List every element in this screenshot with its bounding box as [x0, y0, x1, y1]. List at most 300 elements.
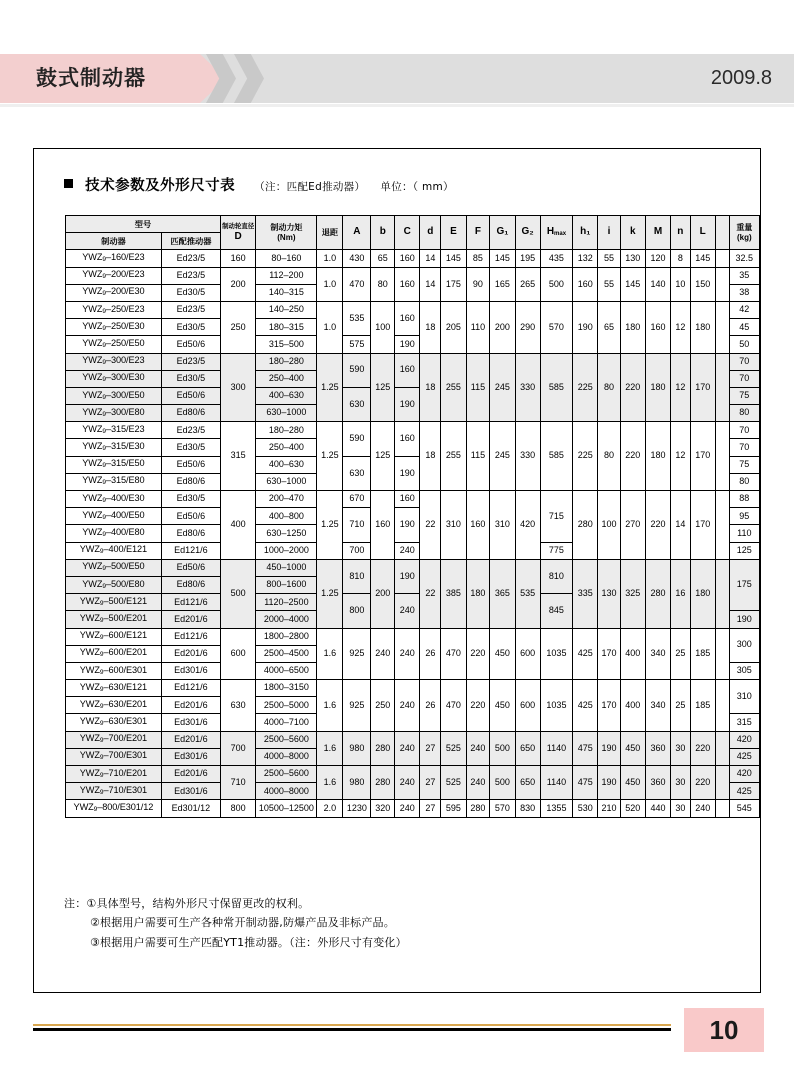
- cell-spacer: [715, 301, 729, 353]
- cell-G2: 830: [515, 800, 540, 817]
- cell-G2: 650: [515, 766, 540, 800]
- cell-model-motor: Ed301/6: [161, 662, 220, 679]
- cell-C: 190: [395, 508, 420, 542]
- col-header-A: A: [343, 216, 371, 250]
- cell-torque: 10500–12500: [256, 800, 317, 817]
- footnote-line-3: [64, 933, 407, 952]
- cell-A: 430: [343, 250, 371, 267]
- cell-torque: 1800–3150: [256, 680, 317, 697]
- col-header-b: b: [371, 216, 395, 250]
- cell-L: 170: [690, 422, 715, 491]
- cell-b: 250: [371, 680, 395, 732]
- cell-G1: 310: [490, 491, 515, 560]
- cell-wheel-diameter: 200: [221, 267, 256, 301]
- cell-F: 115: [466, 353, 490, 422]
- cell-Hmax: 585: [540, 422, 572, 491]
- table-row: [66, 559, 760, 576]
- cell-backlash: 1.25: [317, 353, 343, 422]
- cell-M: 360: [645, 731, 670, 765]
- cell-L: 220: [690, 766, 715, 800]
- cell-k: 220: [620, 353, 645, 422]
- cell-torque: 630–1250: [256, 525, 317, 542]
- section-note-text: （注：匹配Ed推动器）: [254, 181, 366, 193]
- cell-weight: 70: [729, 439, 759, 456]
- cell-G1: 450: [490, 680, 515, 732]
- cell-torque: 180–280: [256, 422, 317, 439]
- cell-E: 470: [441, 680, 466, 732]
- page-title: 鼓式制动器: [36, 66, 146, 90]
- cell-model-motor: Ed121/6: [161, 542, 220, 559]
- table-row: [66, 250, 760, 267]
- cell-Hmax: 845: [540, 594, 572, 628]
- cell-M: 120: [645, 250, 670, 267]
- cell-M: 220: [645, 491, 670, 560]
- cell-model-motor: Ed50/6: [161, 336, 220, 353]
- cell-model-brake: YWZ9–400/E80: [66, 525, 162, 542]
- cell-wheel-diameter: 300: [221, 353, 256, 422]
- cell-A: 670: [343, 491, 371, 508]
- cell-model-motor: Ed30/5: [161, 491, 220, 508]
- cell-n: 12: [671, 301, 690, 353]
- cell-k: 400: [620, 628, 645, 680]
- cell-G1: 365: [490, 559, 515, 628]
- cell-d: 27: [420, 731, 441, 765]
- cell-A: 470: [343, 267, 371, 301]
- cell-model-motor: Ed80/6: [161, 576, 220, 593]
- table-row: [66, 353, 760, 370]
- cell-k: 400: [620, 680, 645, 732]
- cell-torque: 2500–5000: [256, 697, 317, 714]
- col-header-spacer: [715, 216, 729, 250]
- cell-weight: 300: [729, 628, 759, 662]
- cell-C: 240: [395, 800, 420, 817]
- cell-torque: 1800–2800: [256, 628, 317, 645]
- col-header-h1: h₁: [573, 216, 598, 250]
- cell-model-brake: YWZ9–400/E50: [66, 508, 162, 525]
- cell-spacer: [715, 731, 729, 765]
- cell-spacer: [715, 267, 729, 301]
- section-title-text: 技术参数及外形尺寸表: [85, 178, 236, 194]
- cell-torque: 400–630: [256, 456, 317, 473]
- cell-weight: 80: [729, 473, 759, 490]
- cell-A: 590: [343, 353, 371, 387]
- cell-A: 810: [343, 559, 371, 593]
- cell-model-brake: YWZ9–315/E80: [66, 473, 162, 490]
- cell-model-brake: YWZ9–315/E50: [66, 456, 162, 473]
- table-row: [66, 267, 760, 284]
- cell-torque: 800–1600: [256, 576, 317, 593]
- cell-d: 26: [420, 680, 441, 732]
- cell-torque: 200–470: [256, 491, 317, 508]
- cell-model-brake: YWZ9–630/E121: [66, 680, 162, 697]
- col-header-F: F: [466, 216, 490, 250]
- cell-k: 130: [620, 250, 645, 267]
- cell-n: 25: [671, 680, 690, 732]
- cell-backlash: 1.25: [317, 559, 343, 628]
- cell-model-motor: Ed23/5: [161, 267, 220, 284]
- cell-wheel-diameter: 630: [221, 680, 256, 732]
- cell-spacer: [715, 680, 729, 732]
- cell-G1: 450: [490, 628, 515, 680]
- cell-model-brake: YWZ9–500/E50: [66, 559, 162, 576]
- cell-model-motor: Ed23/5: [161, 250, 220, 267]
- cell-k: 220: [620, 422, 645, 491]
- cell-Hmax: 1140: [540, 766, 572, 800]
- cell-model-brake: YWZ9–600/E301: [66, 662, 162, 679]
- cell-d: 27: [420, 766, 441, 800]
- cell-model-brake: YWZ9–500/E201: [66, 611, 162, 628]
- cell-torque: 400–800: [256, 508, 317, 525]
- cell-i: 80: [598, 422, 620, 491]
- cell-weight: 95: [729, 508, 759, 525]
- spec-table-wrapper: [65, 215, 760, 818]
- col-header-backlash: 退距: [317, 216, 343, 250]
- col-header-d: d: [420, 216, 441, 250]
- cell-F: 240: [466, 731, 490, 765]
- cell-model-motor: Ed23/5: [161, 422, 220, 439]
- cell-Hmax: 1140: [540, 731, 572, 765]
- cell-G1: 570: [490, 800, 515, 817]
- cell-model-motor: Ed50/6: [161, 559, 220, 576]
- cell-C: 190: [395, 387, 420, 421]
- cell-F: 85: [466, 250, 490, 267]
- page-header-banner: [0, 54, 794, 103]
- cell-torque: 180–280: [256, 353, 317, 370]
- cell-d: 18: [420, 353, 441, 422]
- cell-i: 210: [598, 800, 620, 817]
- cell-model-motor: Ed201/6: [161, 697, 220, 714]
- cell-h1: 190: [573, 301, 598, 353]
- cell-E: 470: [441, 628, 466, 680]
- cell-spacer: [715, 422, 729, 491]
- cell-weight: 420: [729, 766, 759, 783]
- cell-h1: 475: [573, 766, 598, 800]
- cell-model-brake: YWZ9–630/E301: [66, 714, 162, 731]
- cell-torque: 4000–7100: [256, 714, 317, 731]
- cell-Hmax: 435: [540, 250, 572, 267]
- header-divider: [0, 104, 794, 107]
- col-header-model-brake: 制动器: [66, 233, 162, 250]
- cell-n: 16: [671, 559, 690, 628]
- cell-C: 160: [395, 491, 420, 508]
- cell-model-brake: YWZ9–300/E30: [66, 370, 162, 387]
- cell-model-brake: YWZ9–630/E201: [66, 697, 162, 714]
- cell-E: 525: [441, 766, 466, 800]
- cell-Hmax: 1355: [540, 800, 572, 817]
- cell-h1: 475: [573, 731, 598, 765]
- cell-G2: 330: [515, 422, 540, 491]
- cell-backlash: 1.6: [317, 628, 343, 680]
- cell-model-brake: YWZ9–200/E30: [66, 284, 162, 301]
- cell-weight: 35: [729, 267, 759, 284]
- cell-model-motor: Ed23/5: [161, 301, 220, 318]
- cell-torque: 630–1000: [256, 405, 317, 422]
- footer-black-rule: [33, 1028, 671, 1031]
- cell-n: 25: [671, 628, 690, 680]
- cell-A: 630: [343, 387, 371, 421]
- cell-torque: 250–400: [256, 439, 317, 456]
- cell-wheel-diameter: 500: [221, 559, 256, 628]
- cell-L: 145: [690, 250, 715, 267]
- cell-model-brake: YWZ9–500/E80: [66, 576, 162, 593]
- cell-wheel-diameter: 400: [221, 491, 256, 560]
- cell-model-brake: YWZ9–700/E201: [66, 731, 162, 748]
- cell-Hmax: 1035: [540, 680, 572, 732]
- cell-weight: 190: [729, 611, 759, 628]
- cell-b: 240: [371, 628, 395, 680]
- cell-model-motor: Ed301/12: [161, 800, 220, 817]
- cell-backlash: 1.0: [317, 301, 343, 353]
- cell-A: 630: [343, 456, 371, 490]
- col-header-weight: 重量 (kg): [729, 216, 759, 250]
- cell-G2: 195: [515, 250, 540, 267]
- cell-weight: 110: [729, 525, 759, 542]
- cell-model-brake: YWZ9–160/E23: [66, 250, 162, 267]
- table-row: [66, 491, 760, 508]
- cell-model-motor: Ed301/6: [161, 714, 220, 731]
- cell-torque: 315–500: [256, 336, 317, 353]
- cell-d: 26: [420, 628, 441, 680]
- cell-i: 190: [598, 766, 620, 800]
- cell-A: 710: [343, 508, 371, 542]
- cell-weight: 70: [729, 370, 759, 387]
- cell-A: 925: [343, 680, 371, 732]
- spec-table-body: [66, 250, 760, 817]
- cell-model-brake: YWZ9–250/E30: [66, 319, 162, 336]
- cell-model-motor: Ed80/6: [161, 473, 220, 490]
- cell-model-brake: YWZ9–200/E23: [66, 267, 162, 284]
- cell-G2: 330: [515, 353, 540, 422]
- cell-h1: 225: [573, 353, 598, 422]
- cell-M: 340: [645, 680, 670, 732]
- cell-A: 800: [343, 594, 371, 628]
- cell-E: 595: [441, 800, 466, 817]
- footnote-item-1: ①具体型号，结构外形尺寸保留更改的权利。: [86, 897, 310, 910]
- cell-weight: 125: [729, 542, 759, 559]
- cell-G2: 420: [515, 491, 540, 560]
- cell-Hmax: 585: [540, 353, 572, 422]
- cell-model-motor: Ed30/5: [161, 319, 220, 336]
- cell-spacer: [715, 250, 729, 267]
- cell-d: 22: [420, 559, 441, 628]
- cell-h1: 530: [573, 800, 598, 817]
- cell-n: 30: [671, 731, 690, 765]
- cell-b: 160: [371, 491, 395, 560]
- cell-F: 160: [466, 491, 490, 560]
- cell-wheel-diameter: 160: [221, 250, 256, 267]
- cell-model-motor: Ed201/6: [161, 731, 220, 748]
- cell-torque: 180–315: [256, 319, 317, 336]
- cell-G1: 245: [490, 422, 515, 491]
- cell-k: 450: [620, 731, 645, 765]
- cell-h1: 335: [573, 559, 598, 628]
- cell-i: 170: [598, 628, 620, 680]
- cell-C: 240: [395, 628, 420, 680]
- cell-torque: 1120–2500: [256, 594, 317, 611]
- cell-model-motor: Ed201/6: [161, 766, 220, 783]
- cell-E: 205: [441, 301, 466, 353]
- cell-model-motor: Ed50/6: [161, 456, 220, 473]
- col-header-C: C: [395, 216, 420, 250]
- cell-torque: 250–400: [256, 370, 317, 387]
- cell-model-motor: Ed50/6: [161, 387, 220, 404]
- footnote-line-2: [64, 913, 407, 932]
- spec-table: [65, 215, 760, 818]
- cell-backlash: 1.25: [317, 422, 343, 491]
- cell-torque: 630–1000: [256, 473, 317, 490]
- cell-C: 160: [395, 422, 420, 456]
- cell-weight: 420: [729, 731, 759, 748]
- cell-b: 65: [371, 250, 395, 267]
- cell-L: 240: [690, 800, 715, 817]
- cell-G1: 500: [490, 731, 515, 765]
- cell-F: 90: [466, 267, 490, 301]
- cell-G1: 200: [490, 301, 515, 353]
- cell-Hmax: 715: [540, 491, 572, 543]
- cell-model-brake: YWZ9–400/E121: [66, 542, 162, 559]
- cell-L: 170: [690, 353, 715, 422]
- cell-torque: 2500–5600: [256, 766, 317, 783]
- col-header-M: M: [645, 216, 670, 250]
- cell-k: 180: [620, 301, 645, 353]
- cell-h1: 425: [573, 680, 598, 732]
- cell-weight: 88: [729, 491, 759, 508]
- cell-d: 18: [420, 301, 441, 353]
- cell-d: 14: [420, 250, 441, 267]
- cell-G2: 265: [515, 267, 540, 301]
- cell-M: 280: [645, 559, 670, 628]
- cell-weight: 50: [729, 336, 759, 353]
- cell-C: 190: [395, 456, 420, 490]
- cell-torque: 4000–8000: [256, 783, 317, 800]
- cell-b: 100: [371, 301, 395, 353]
- cell-G1: 500: [490, 766, 515, 800]
- cell-model-motor: Ed301/6: [161, 748, 220, 765]
- cell-b: 280: [371, 766, 395, 800]
- cell-F: 240: [466, 766, 490, 800]
- footnotes: [64, 894, 407, 952]
- cell-model-brake: YWZ9–600/E121: [66, 628, 162, 645]
- cell-torque: 1000–2000: [256, 542, 317, 559]
- cell-L: 180: [690, 559, 715, 628]
- cell-torque: 140–315: [256, 284, 317, 301]
- cell-b: 320: [371, 800, 395, 817]
- cell-k: 325: [620, 559, 645, 628]
- cell-F: 115: [466, 422, 490, 491]
- cell-E: 255: [441, 422, 466, 491]
- cell-model-motor: Ed80/6: [161, 405, 220, 422]
- cell-E: 255: [441, 353, 466, 422]
- col-header-Hmax: Hmax: [540, 216, 572, 250]
- cell-F: 220: [466, 628, 490, 680]
- cell-E: 525: [441, 731, 466, 765]
- filled-square-bullet-icon: [64, 179, 73, 188]
- cell-model-motor: Ed201/6: [161, 645, 220, 662]
- cell-M: 140: [645, 267, 670, 301]
- cell-torque: 140–250: [256, 301, 317, 318]
- col-header-n: n: [671, 216, 690, 250]
- cell-i: 130: [598, 559, 620, 628]
- cell-weight: 425: [729, 783, 759, 800]
- cell-n: 12: [671, 353, 690, 422]
- cell-L: 185: [690, 680, 715, 732]
- cell-model-brake: YWZ9–315/E30: [66, 439, 162, 456]
- cell-n: 12: [671, 422, 690, 491]
- cell-wheel-diameter: 800: [221, 800, 256, 817]
- cell-model-brake: YWZ9–250/E50: [66, 336, 162, 353]
- cell-model-motor: Ed50/6: [161, 508, 220, 525]
- cell-E: 145: [441, 250, 466, 267]
- cell-E: 385: [441, 559, 466, 628]
- cell-spacer: [715, 800, 729, 817]
- col-header-E: E: [441, 216, 466, 250]
- table-row: [66, 731, 760, 748]
- cell-weight: 310: [729, 680, 759, 714]
- footnote-item-2: ②根据用户需要可生产各种常开制动器,防爆产品及非标产品。: [90, 916, 395, 930]
- cell-model-motor: Ed80/6: [161, 525, 220, 542]
- cell-backlash: 2.0: [317, 800, 343, 817]
- cell-b: 80: [371, 267, 395, 301]
- cell-model-brake: YWZ9–250/E23: [66, 301, 162, 318]
- cell-G1: 245: [490, 353, 515, 422]
- cell-G2: 290: [515, 301, 540, 353]
- cell-L: 220: [690, 731, 715, 765]
- cell-M: 340: [645, 628, 670, 680]
- cell-backlash: 1.0: [317, 267, 343, 301]
- col-header-k: k: [620, 216, 645, 250]
- cell-G2: 600: [515, 680, 540, 732]
- cell-i: 190: [598, 731, 620, 765]
- cell-Hmax: 810: [540, 559, 572, 593]
- cell-i: 65: [598, 301, 620, 353]
- col-header-G1: G₁: [490, 216, 515, 250]
- cell-G2: 600: [515, 628, 540, 680]
- cell-model-brake: YWZ9–400/E30: [66, 491, 162, 508]
- cell-spacer: [715, 766, 729, 800]
- cell-wheel-diameter: 250: [221, 301, 256, 353]
- cell-A: 535: [343, 301, 371, 335]
- cell-C: 240: [395, 731, 420, 765]
- cell-i: 170: [598, 680, 620, 732]
- cell-b: 200: [371, 559, 395, 628]
- cell-M: 160: [645, 301, 670, 353]
- cell-G1: 145: [490, 250, 515, 267]
- cell-M: 440: [645, 800, 670, 817]
- cell-M: 180: [645, 422, 670, 491]
- cell-Hmax: 570: [540, 301, 572, 353]
- cell-h1: 160: [573, 267, 598, 301]
- cell-b: 125: [371, 422, 395, 491]
- cell-torque: 2500–5600: [256, 731, 317, 748]
- table-row: [66, 422, 760, 439]
- cell-weight: 175: [729, 559, 759, 611]
- cell-weight: 70: [729, 422, 759, 439]
- cell-Hmax: 500: [540, 267, 572, 301]
- cell-F: 280: [466, 800, 490, 817]
- cell-A: 590: [343, 422, 371, 456]
- cell-weight: 80: [729, 405, 759, 422]
- cell-model-motor: Ed121/6: [161, 680, 220, 697]
- cell-torque: 112–200: [256, 267, 317, 284]
- cell-spacer: [715, 353, 729, 422]
- cell-k: 270: [620, 491, 645, 560]
- cell-model-motor: Ed23/5: [161, 353, 220, 370]
- col-header-L: L: [690, 216, 715, 250]
- cell-model-brake: YWZ9–315/E23: [66, 422, 162, 439]
- col-header-model-group: 型号: [66, 216, 221, 233]
- cell-backlash: 1.0: [317, 250, 343, 267]
- cell-A: 575: [343, 336, 371, 353]
